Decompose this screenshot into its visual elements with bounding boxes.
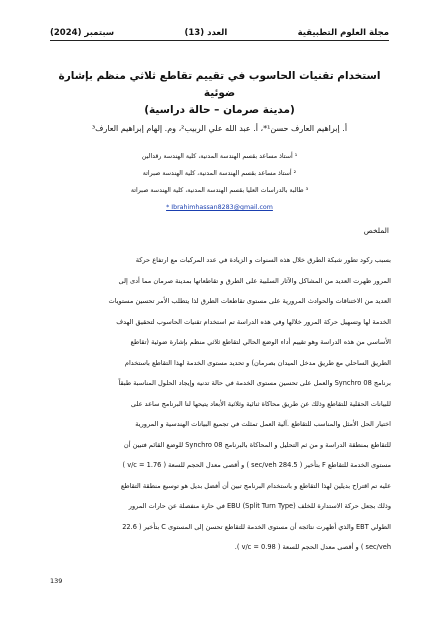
page-number: 139 — [50, 577, 63, 585]
corresponding-email-link[interactable]: * Ibrahimhassan8283@gmail.com — [166, 204, 273, 211]
affiliation-2: ² أستاذ مساعد بقسم الهندسة المدنية، كلية الهندسة صبراتة — [142, 170, 297, 177]
abstract-line: وذلك بجعل حركة الاستدارة للخلف (Split Turn Type) EBU في حارة منفصلة عن حارات المرور — [128, 502, 391, 510]
abstract-line: الخدمة لها وتسهيل حركة المرور خلالها وفي هذه الدراسة تم استخدام تقنيات الحاسوب لتحقيق الهدف — [116, 317, 391, 326]
abstract-line: الطولي EBT والذي أظهرت نتائجه أن مستوى الخدمة للتقاطع تحسن إلى المستوى C بتأخير ( 22.6 — [122, 522, 391, 531]
journal-name: مجلة العلوم التطبيقية — [297, 28, 389, 38]
abstract-line: الأساسي من هذه الدراسة وهو تقييم أداء الوضع الحالي لتقاطع ثلاثي منظم بإشارة ضوئية (تقاطع — [130, 338, 391, 346]
header-rule — [50, 40, 389, 41]
abstract-line: للبيانات الحقلية للتقاطع وذلك عن طريق محاكاة ثنائية وثلاثية الأبعاد يتيحها لنا البرنامج ساعد على — [130, 399, 391, 408]
abstract-line: للتقاطع بمنطقة الدراسة و من ثم التحليل و المحاكاة بالبرنامج Synchro 08 للوضع القائم فتبين أن — [123, 440, 391, 449]
abstract-heading: الملخص — [363, 226, 389, 235]
title-line-2: (مدينة صرمان – حالة دراسية) — [144, 104, 295, 116]
title-line-1: استخدام تقنيات الحاسوب في تقييم تقاطع ثلاثي منظم بإشارة ضوئية — [58, 70, 381, 99]
abstract-line: اختيار الحل الأمثل والمناسب للتقاطع .آلية العمل تمثلت في تجميع البيانات الهندسية و المرورية — [135, 420, 391, 428]
issue-date: سبتمبر (2024) — [50, 28, 115, 38]
abstract-line: مستوى الخدمة للتقاطع F بتأخير ( 284.5 sec/veh ) و أقصى معدل الحجم للسعة ( v/c = 1.76 ) — [122, 461, 391, 469]
paper-title — [50, 68, 389, 119]
abstract-line: المرور ظهرت العديد من المشاكل والآثار السلبية على الطرق و تقاطعاتها بمدينة صرمان مما أدى إلى — [118, 276, 391, 285]
running-header — [50, 22, 389, 38]
abstract-body — [48, 250, 391, 558]
abstract-line: الطريق الساحلي مع طريق مدخل الميدان بصرمان) و تحديد مستوى الخدمة لهذا التقاطع باستخدام — [124, 358, 391, 367]
abstract-line: عليه تم اقتراح بديلين لهذا التقاطع و باستخدام البرنامج تبين أن أفضل بديل هو توسيع منطقة التقاطع — [120, 481, 391, 490]
abstract-line: sec/veh ) و أقصى معدل الحجم للسعة ( v/c = 0.98 ). — [234, 543, 391, 551]
author-list: أ. إبراهيم العارف حسن¹*، أ. عبد الله علي الربيب²، وم. إلهام إبراهيم العارف³ — [91, 124, 348, 133]
abstract-line: برنامج Synchro 08 والعمل على تحسين مستوى الخدمة في حالة تدنيه وإيجاد الحلول المناسبة طبقاً — [118, 379, 391, 387]
abstract-line: بسبب ركود تطور شبكة الطرق خلال هذه السنوات و الزيادة في عدد المركبات مع ارتفاع حركة — [135, 256, 391, 264]
affiliations — [50, 148, 389, 216]
issue-number: العدد (13) — [184, 28, 228, 38]
abstract-line: العديد من الاختناقات والحوادث المرورية على مستوى تقاطعات الطرق لذا يتطلب الأمر تحسين مستويات — [108, 297, 391, 305]
affiliation-1: ¹ أستاذ مساعد بقسم الهندسة المدنية، كلية الهندسة رقدالين — [141, 153, 298, 160]
affiliation-3: ³ طالبة بالدراسات العليا بقسم الهندسة المدنية، كلية الهندسة صبراتة — [130, 187, 309, 194]
